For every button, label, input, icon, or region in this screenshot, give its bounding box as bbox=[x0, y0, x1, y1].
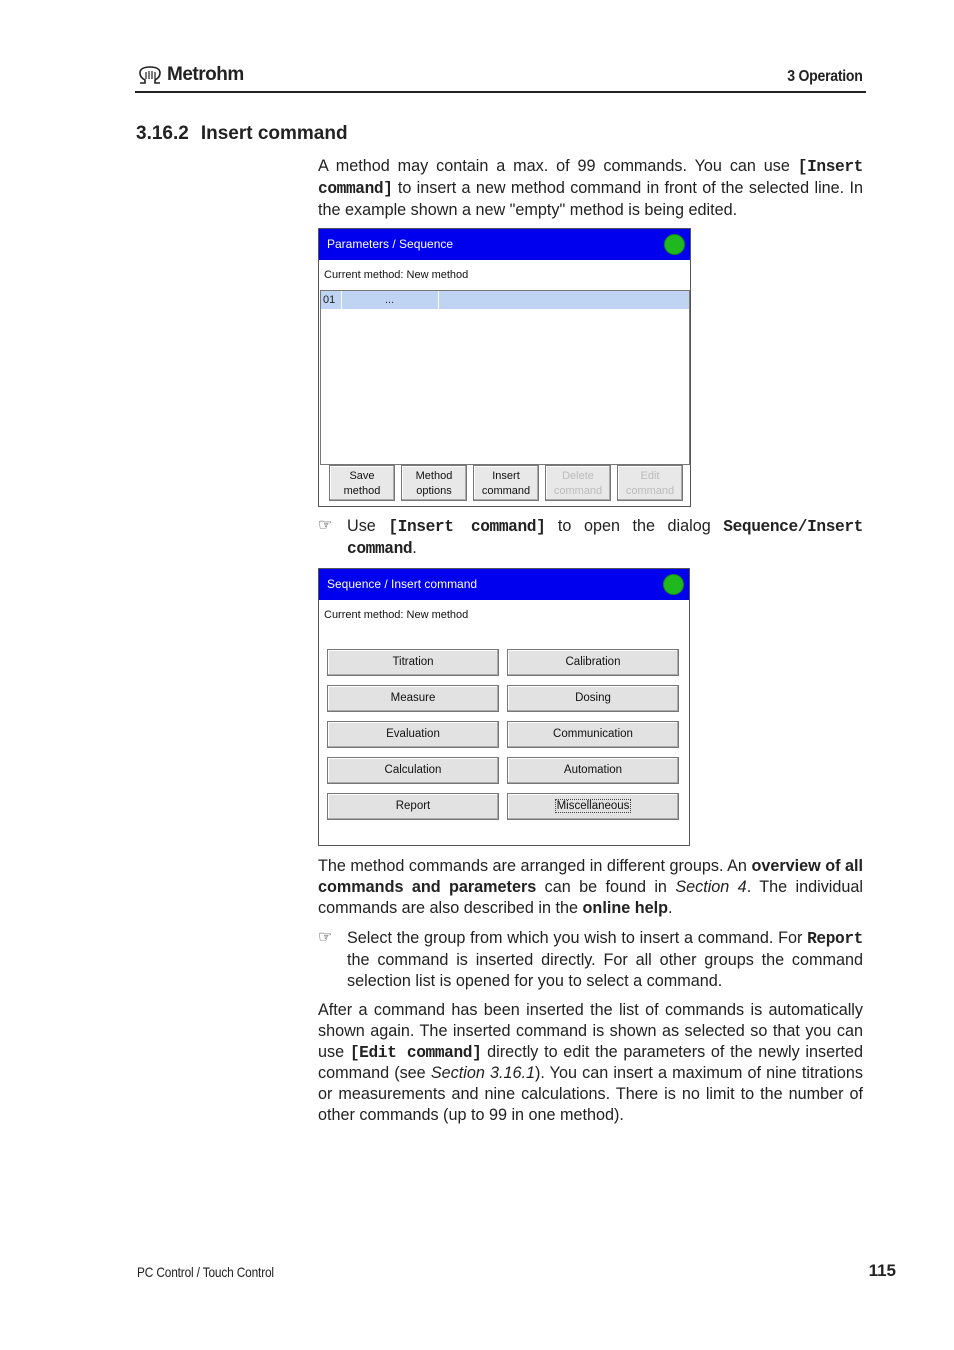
intro-paragraph bbox=[318, 156, 863, 220]
text: to insert a new method command in front of the selected line. In the example shown a new "empty" method is being edited. bbox=[318, 178, 863, 219]
miscellaneous-button[interactable]: Miscellaneous bbox=[507, 793, 679, 820]
status-led-icon bbox=[663, 574, 684, 595]
dialog-name-ref: Sequence/Insert command bbox=[347, 518, 863, 558]
screen-title: Sequence / Insert command bbox=[327, 577, 478, 591]
omega-icon bbox=[137, 66, 163, 84]
edit-command-ref: [Edit command] bbox=[349, 1043, 482, 1062]
row-value: ... bbox=[385, 294, 395, 306]
command-list[interactable] bbox=[320, 290, 690, 465]
page-number: 115 bbox=[868, 1261, 896, 1280]
pointing-hand-icon: ☞ bbox=[318, 929, 333, 946]
section-number: 3.16.2 bbox=[136, 123, 189, 144]
calculation-button[interactable]: Calculation bbox=[327, 757, 499, 784]
insert-command-ref: [Insert command] bbox=[318, 158, 863, 198]
parameters-sequence-screen bbox=[318, 228, 691, 507]
header-rule bbox=[135, 91, 866, 93]
edit-command-button[interactable]: Edit command bbox=[617, 465, 683, 501]
save-method-button[interactable]: Save method bbox=[329, 465, 395, 501]
metrohm-logo bbox=[137, 64, 244, 86]
method-options-button[interactable]: Method options bbox=[401, 465, 467, 501]
insert-command-button[interactable]: Insert command bbox=[473, 465, 539, 501]
titration-button[interactable]: Titration bbox=[327, 649, 499, 676]
delete-command-button[interactable]: Delete command bbox=[545, 465, 611, 501]
list-item[interactable] bbox=[321, 291, 689, 309]
row-index: 01 bbox=[323, 294, 336, 306]
pointing-hand-icon: ☞ bbox=[318, 517, 333, 534]
step-2: ☞ Select the group from which you wish to insert a command. For Report the command is inserted directly. For all other groups the command selection list is opened for you to select a command. bbox=[318, 929, 863, 990]
footer-title: PC Control / Touch Control bbox=[137, 1264, 274, 1280]
after-paragraph: After a command has been inserted the list of commands is automatically shown again. The inserted command is shown as selected so that you can use [Edit command] directly to edit the parameters of the newly inserted command (see Section 3.16.1). You can insert a maximum of nine titrations or measurements and nine calculations. There is no limit to the number of other commands (up to 99 in one method). bbox=[318, 1001, 863, 1124]
report-ref: Report bbox=[807, 930, 863, 948]
status-led-icon bbox=[664, 234, 685, 255]
brand-name: Metrohm bbox=[167, 64, 244, 85]
measure-button[interactable]: Measure bbox=[327, 685, 499, 712]
section-title: Insert command bbox=[200, 123, 348, 144]
calibration-button[interactable]: Calibration bbox=[507, 649, 679, 676]
text: A method may contain a max. of 99 commands. You can use bbox=[318, 157, 798, 175]
report-button[interactable]: Report bbox=[327, 793, 499, 820]
dosing-button[interactable]: Dosing bbox=[507, 685, 679, 712]
current-method-label: Current method: New method bbox=[324, 609, 469, 621]
screen-title-bar bbox=[319, 229, 690, 260]
sequence-insert-command-screen bbox=[318, 568, 690, 846]
chapter-title: 3 Operation bbox=[787, 68, 863, 85]
step-1: ☞ Use [Insert command] to open the dialog Sequence/Insert command. bbox=[318, 517, 863, 558]
section-heading bbox=[136, 123, 348, 145]
communication-button[interactable]: Communication bbox=[507, 721, 679, 748]
screen-title: Parameters / Sequence bbox=[327, 237, 454, 251]
current-method-label: Current method: New method bbox=[324, 269, 469, 281]
screen-title-bar bbox=[319, 569, 689, 600]
groups-paragraph: The method commands are arranged in different groups. An overview of all commands and parameters can be found in Section 4. The individual commands are also described in the online help. bbox=[318, 857, 864, 917]
insert-command-ref: [Insert command] bbox=[388, 518, 546, 536]
evaluation-button[interactable]: Evaluation bbox=[327, 721, 499, 748]
automation-button[interactable]: Automation bbox=[507, 757, 679, 784]
